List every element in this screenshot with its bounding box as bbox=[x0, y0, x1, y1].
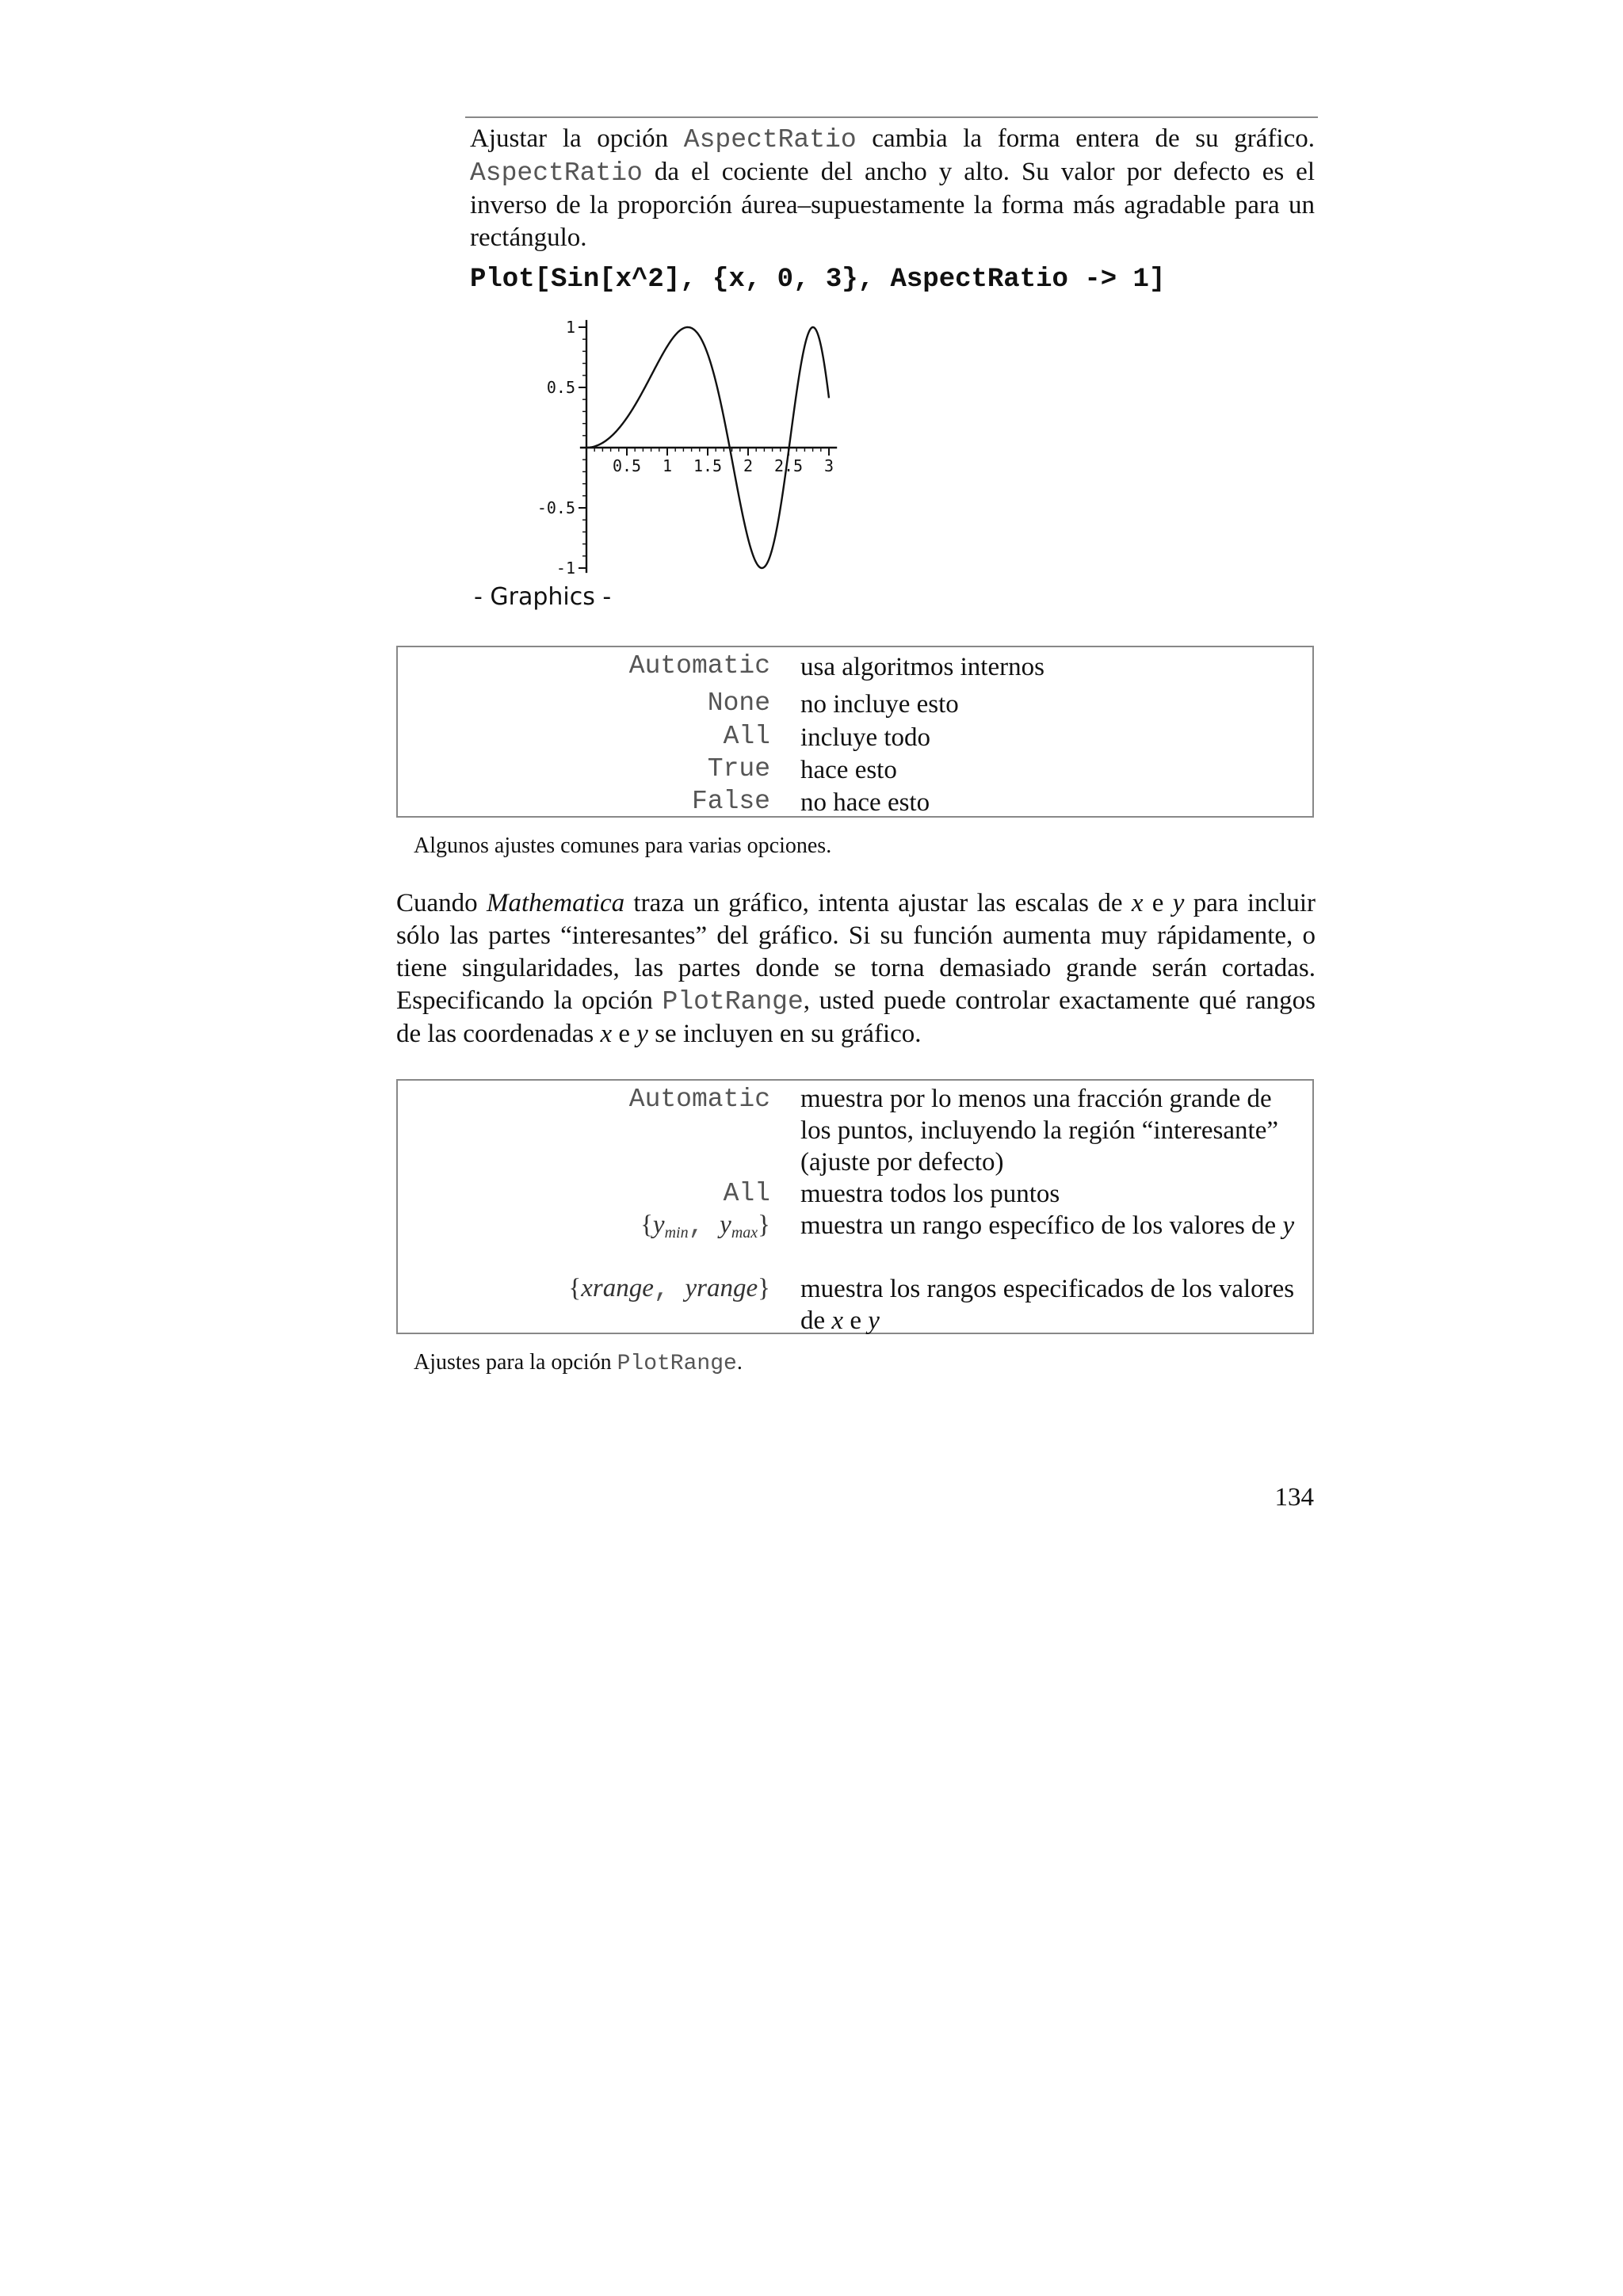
y-tick-label: -0.5 bbox=[537, 498, 575, 517]
intro-text-1: Ajustar la opción bbox=[470, 124, 684, 153]
table1-key-none: None bbox=[707, 688, 770, 718]
x-tick-label: 2 bbox=[743, 456, 754, 475]
y-symbol: y bbox=[868, 1306, 880, 1335]
table1-key-true: True bbox=[707, 754, 770, 784]
table2-desc-xrange-yrange bbox=[800, 1273, 1300, 1337]
x-tick-label: 3 bbox=[823, 456, 834, 475]
yrange-symbol: yrange bbox=[685, 1274, 758, 1302]
y-tick-label: -1 bbox=[556, 559, 575, 578]
table1-desc-all: incluye todo bbox=[800, 723, 931, 752]
table1-key-all: All bbox=[723, 722, 770, 751]
y-tick-label: 1 bbox=[565, 318, 575, 337]
brace-open: { bbox=[640, 1211, 653, 1239]
table1-key-automatic: Automatic bbox=[628, 651, 770, 681]
intro-text-2: cambia la forma entera de su gráfico. bbox=[856, 124, 1315, 153]
p2-code-plotrange: PlotRange bbox=[662, 987, 804, 1016]
table1-desc-false: no hace esto bbox=[800, 788, 930, 817]
table1-key-false: False bbox=[691, 787, 770, 816]
x-tick-label: 0.5 bbox=[612, 456, 642, 475]
common-settings-table bbox=[396, 646, 1314, 818]
p2-text-2: traza un gráfico, intenta ajustar las escalas de bbox=[624, 889, 1132, 917]
table2-desc-all: muestra todos los puntos bbox=[800, 1180, 1060, 1208]
table1-desc-none: no incluye esto bbox=[800, 690, 959, 719]
xrange-symbol: xrange bbox=[581, 1274, 654, 1302]
p2-text-6: e bbox=[612, 1020, 637, 1048]
p2-text-4: para incluir sólo las partes “interesantes” del gráfico. Si su función aumenta muy rápidamente, o tiene singularidades, las partes donde se torna demasiado grande serán cortadas. Especificando la opción bbox=[396, 889, 1316, 1015]
intro-text-3: da el cociente del ancho y alto. Su valor por defecto es el inverso de la proporción áurea–supuestamente la forma más agradable para un rectángulo. bbox=[470, 158, 1315, 252]
x-tick-label: 2.5 bbox=[773, 456, 804, 475]
p2-text-1: Cuando bbox=[396, 889, 487, 917]
graphics-output-label: - Graphics - bbox=[474, 583, 612, 611]
table2-key-xrange-yrange bbox=[568, 1274, 770, 1304]
table2-key-all: All bbox=[723, 1179, 770, 1208]
sin-plot bbox=[523, 309, 856, 578]
p2-y-2: y bbox=[636, 1020, 648, 1048]
caption-code: PlotRange bbox=[617, 1352, 737, 1376]
desc-text: muestra un rango específico de los valores de bbox=[800, 1211, 1283, 1240]
x-tick-label: 1.5 bbox=[693, 456, 723, 475]
max-subscript: max bbox=[731, 1224, 758, 1241]
table1-desc-automatic: usa algoritmos internos bbox=[800, 653, 1044, 681]
comma-separator: , bbox=[653, 1275, 685, 1304]
caption-text: Ajustes para la opción bbox=[414, 1350, 617, 1375]
brace-open: { bbox=[568, 1274, 582, 1302]
p2-x-1: x bbox=[1131, 889, 1144, 917]
desc-text: muestra los rangos especificados de los valores de bbox=[800, 1275, 1295, 1335]
table2-desc-ymin-ymax bbox=[800, 1210, 1300, 1241]
table2-desc-automatic: muestra por lo menos una fracción grande de los puntos, incluyendo la región “interesante” (ajuste por defecto) bbox=[800, 1085, 1278, 1177]
x-symbol: x bbox=[831, 1306, 844, 1335]
page-number: 134 bbox=[1274, 1483, 1314, 1512]
table2-caption bbox=[414, 1348, 743, 1379]
plotrange-paragraph bbox=[396, 887, 1316, 1051]
table2-key-automatic: Automatic bbox=[628, 1085, 770, 1114]
plot-command: Plot[Sin[x^2], {x, 0, 3}, AspectRatio -> 1] bbox=[470, 265, 1166, 295]
brace-close: } bbox=[758, 1274, 770, 1302]
table1-desc-true: hace esto bbox=[800, 756, 897, 784]
intro-code-2: AspectRatio bbox=[470, 158, 643, 188]
p2-text-5: , usted puede controlar exactamente qué rangos de las coordenadas bbox=[396, 986, 1316, 1048]
y-symbol: y bbox=[652, 1211, 665, 1239]
y-symbol: y bbox=[720, 1211, 731, 1239]
p2-text-7: se incluyen en su gráfico. bbox=[647, 1020, 922, 1048]
y-tick-label: 0.5 bbox=[546, 378, 575, 397]
y-symbol: y bbox=[1282, 1211, 1295, 1240]
p2-y-1: y bbox=[1172, 889, 1185, 917]
intro-paragraph bbox=[470, 123, 1315, 254]
min-subscript: min bbox=[664, 1224, 689, 1241]
p2-x-2: x bbox=[600, 1020, 613, 1048]
caption-text: . bbox=[736, 1350, 743, 1375]
table1-caption: Algunos ajustes comunes para varias opciones. bbox=[414, 833, 832, 858]
desc-text: e bbox=[843, 1306, 869, 1335]
intro-code-1: AspectRatio bbox=[683, 125, 857, 154]
table2-key-ymin-ymax bbox=[640, 1211, 770, 1242]
p2-text-3: e bbox=[1143, 889, 1173, 917]
p2-mathematica: Mathematica bbox=[486, 889, 625, 917]
top-rule bbox=[465, 116, 1318, 118]
brace-close: } bbox=[758, 1211, 770, 1239]
x-tick-label: 1 bbox=[662, 456, 673, 475]
comma-separator: , bbox=[688, 1211, 720, 1241]
plotrange-settings-table bbox=[396, 1079, 1314, 1334]
